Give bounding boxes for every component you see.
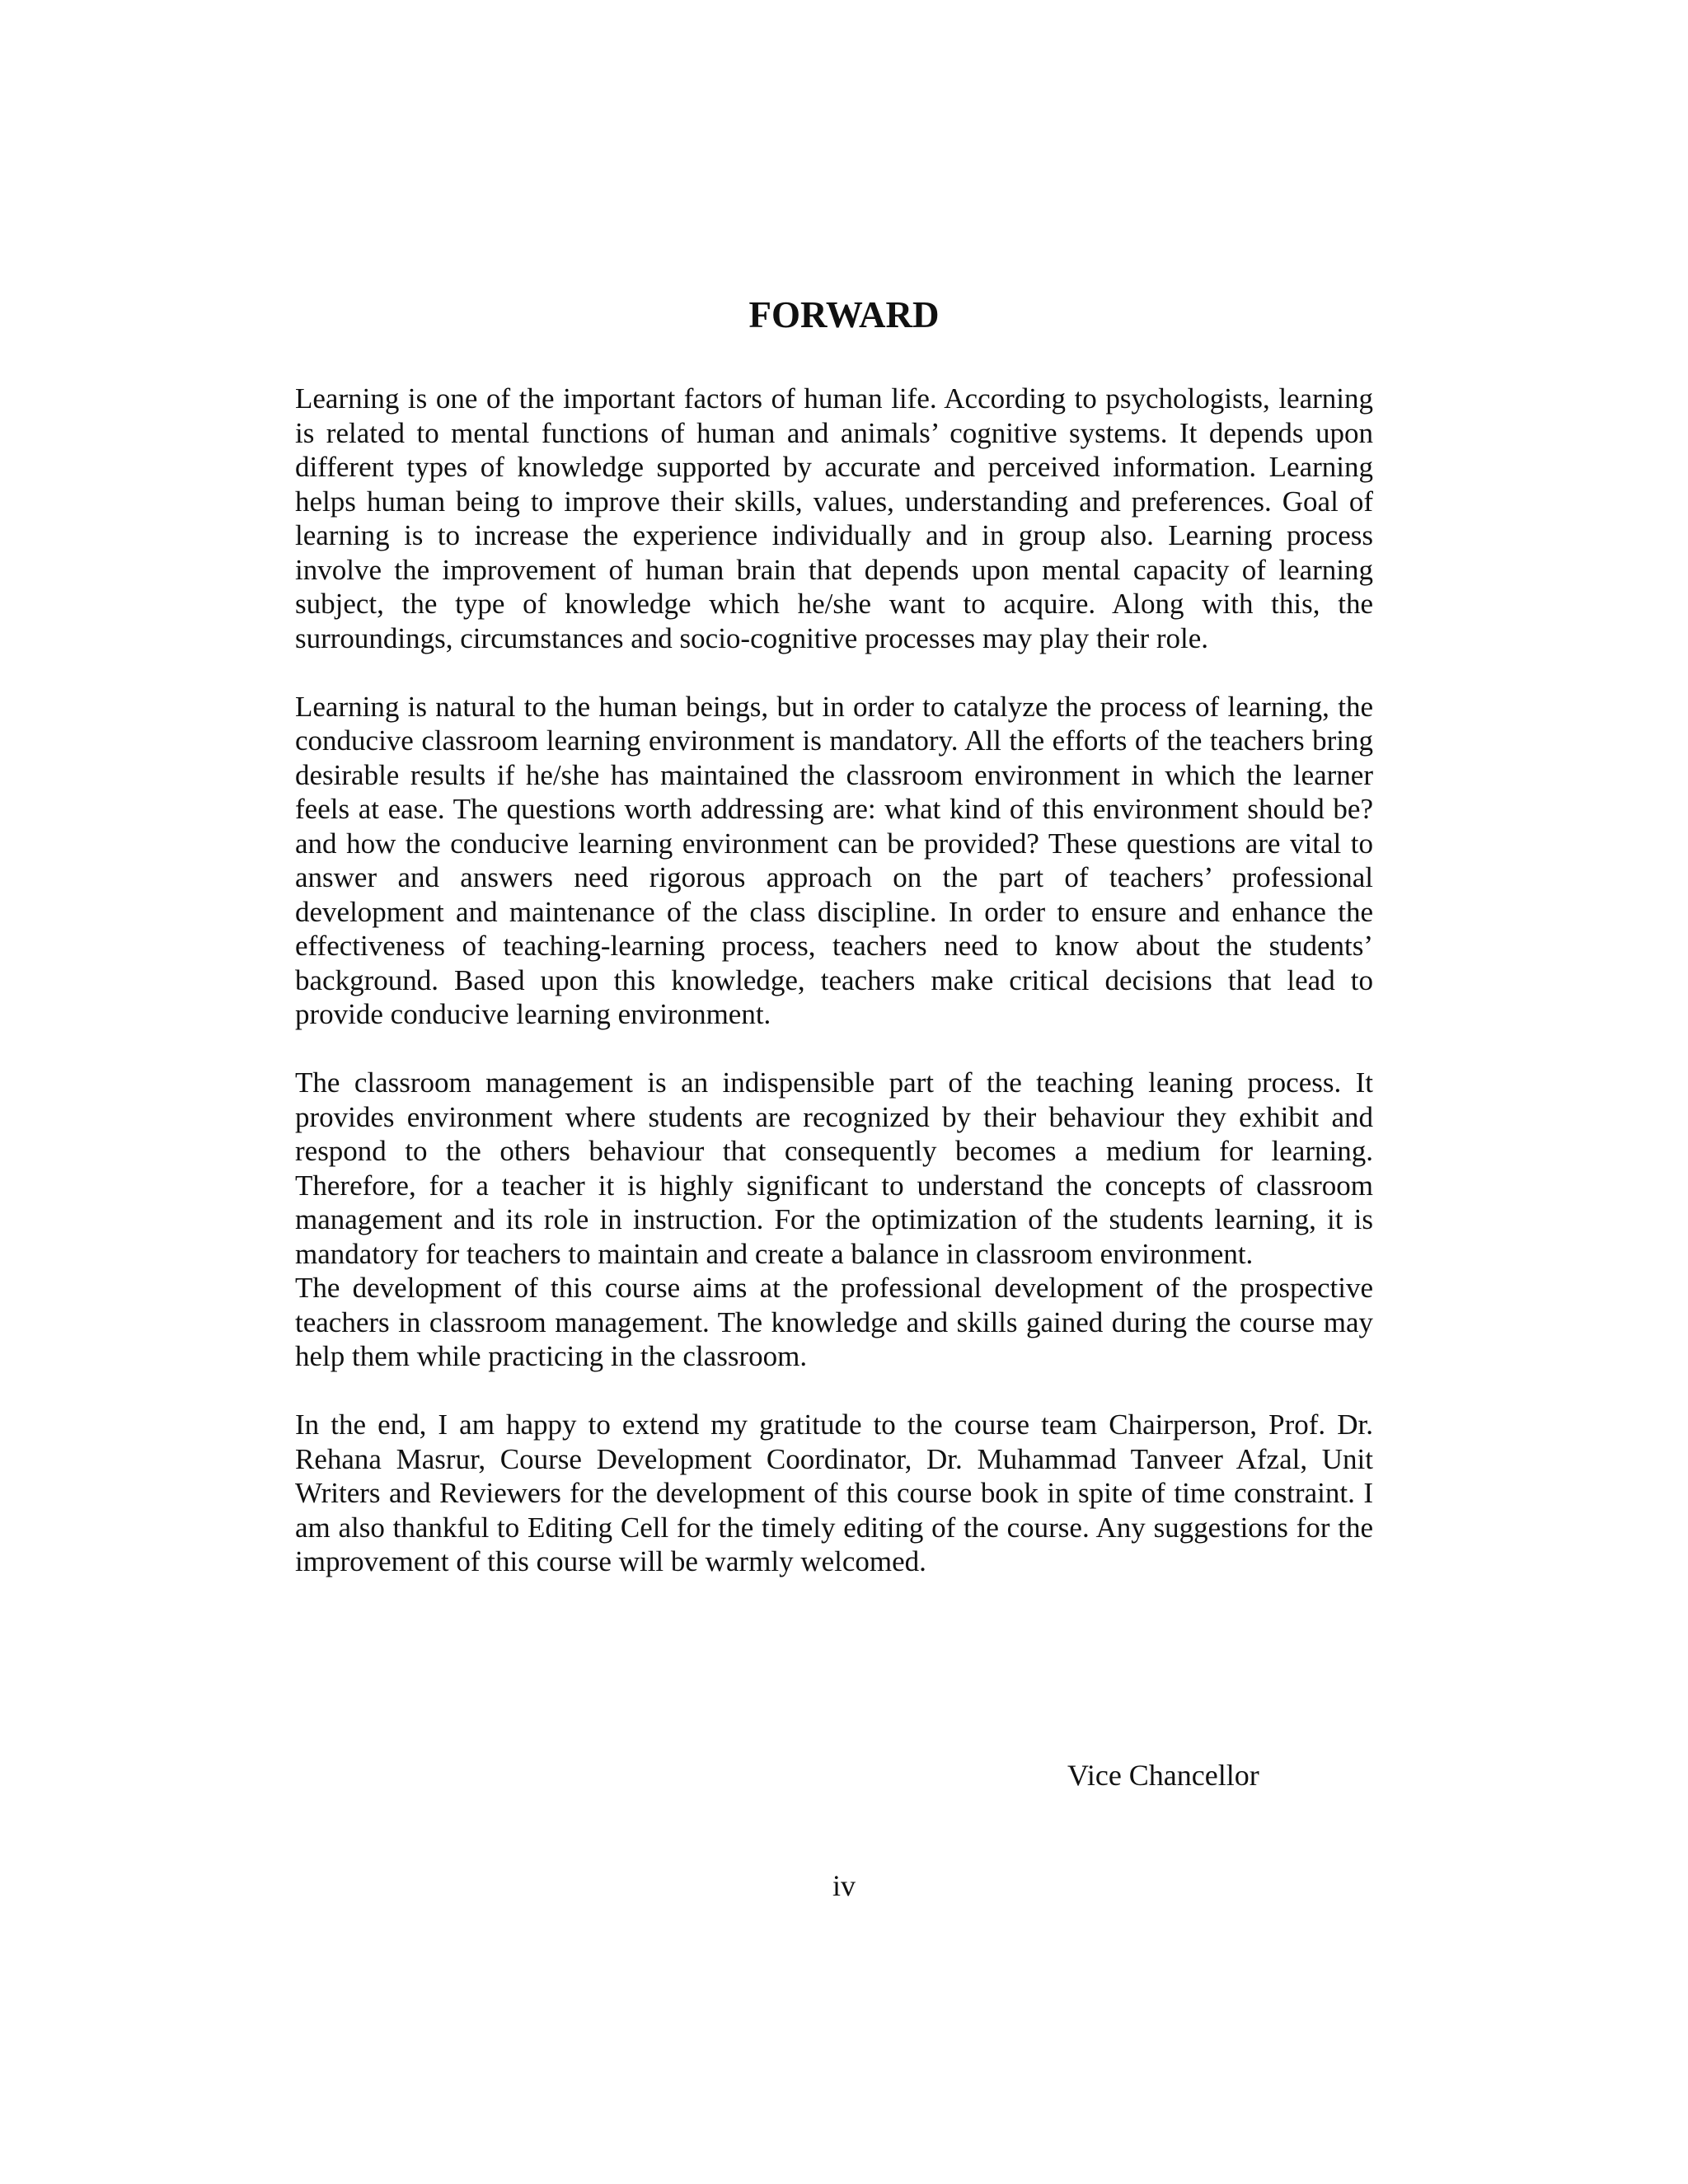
- page-number: iv: [832, 1869, 856, 1902]
- paragraph-learning-intro: Learning is one of the important factors of human life. According to psychologists, learning is related to mental functions of human and animals’ cognitive systems. It depends upon different types of knowledge supported by accurate and perceived information. Learning helps human being to improve their skills, values, understanding and preferences. Goal of learning is to increase the experience individually and in group also. Learning process involve the improvement of human brain that depends upon mental capacity of learning subject, the type of knowledge which he/she want to acquire. Along with this, the surroundings, circumstances and socio-cognitive processes may play their role.: [295, 382, 1373, 654]
- body-text: [295, 382, 1373, 1613]
- paragraph-course-development: The development of this course aims at the professional development of the prospective teachers in classroom management. The knowledge and skills gained during the course may help them while practicing in the classroom.: [295, 1272, 1373, 1372]
- paragraph-acknowledgements: In the end, I am happy to extend my gratitude to the course team Chairperson, Prof. Dr. Rehana Masrur, Course Development Coordinator, Dr. Muhammad Tanveer Afzal, Unit Writers and Reviewers for the development of this course book in spite of time constraint. I am also thankful to Editing Cell for the timely editing of the course. Any suggestions for the improvement of this course will be warmly welcomed.: [295, 1408, 1373, 1577]
- signature: Vice Chancellor: [1067, 1759, 1259, 1792]
- paragraph-classroom-environment: Learning is natural to the human beings, but in order to catalyze the process of learning, the conducive classroom learning environment is mandatory. All the efforts of the teachers bring desirable results if he/she has maintained the classroom environment in which the learner feels at ease. The questions worth addressing are: what kind of this environment should be? and how the conducive learning environment can be provided? These questions are vital to answer and answers need rigorous approach on the part of teachers’ professional development and maintenance of the class discipline. In order to ensure and enhance the effectiveness of teaching-learning process, teachers need to know about the students’ background. Based upon this knowledge, teachers make critical decisions that lead to provide conducive learning environment.: [295, 690, 1373, 1030]
- page-title: FORWARD: [748, 294, 940, 335]
- paragraph-classroom-management: The classroom management is an indispensible part of the teaching leaning process. It provides environment where students are recognized by their behaviour they exhibit and respond to the others behaviour that consequently becomes a medium for learning. Therefore, for a teacher it is highly significant to understand the concepts of classroom management and its role in instruction. For the optimization of the students learning, it is mandatory for teachers to maintain and create a balance in classroom environment.: [295, 1066, 1373, 1270]
